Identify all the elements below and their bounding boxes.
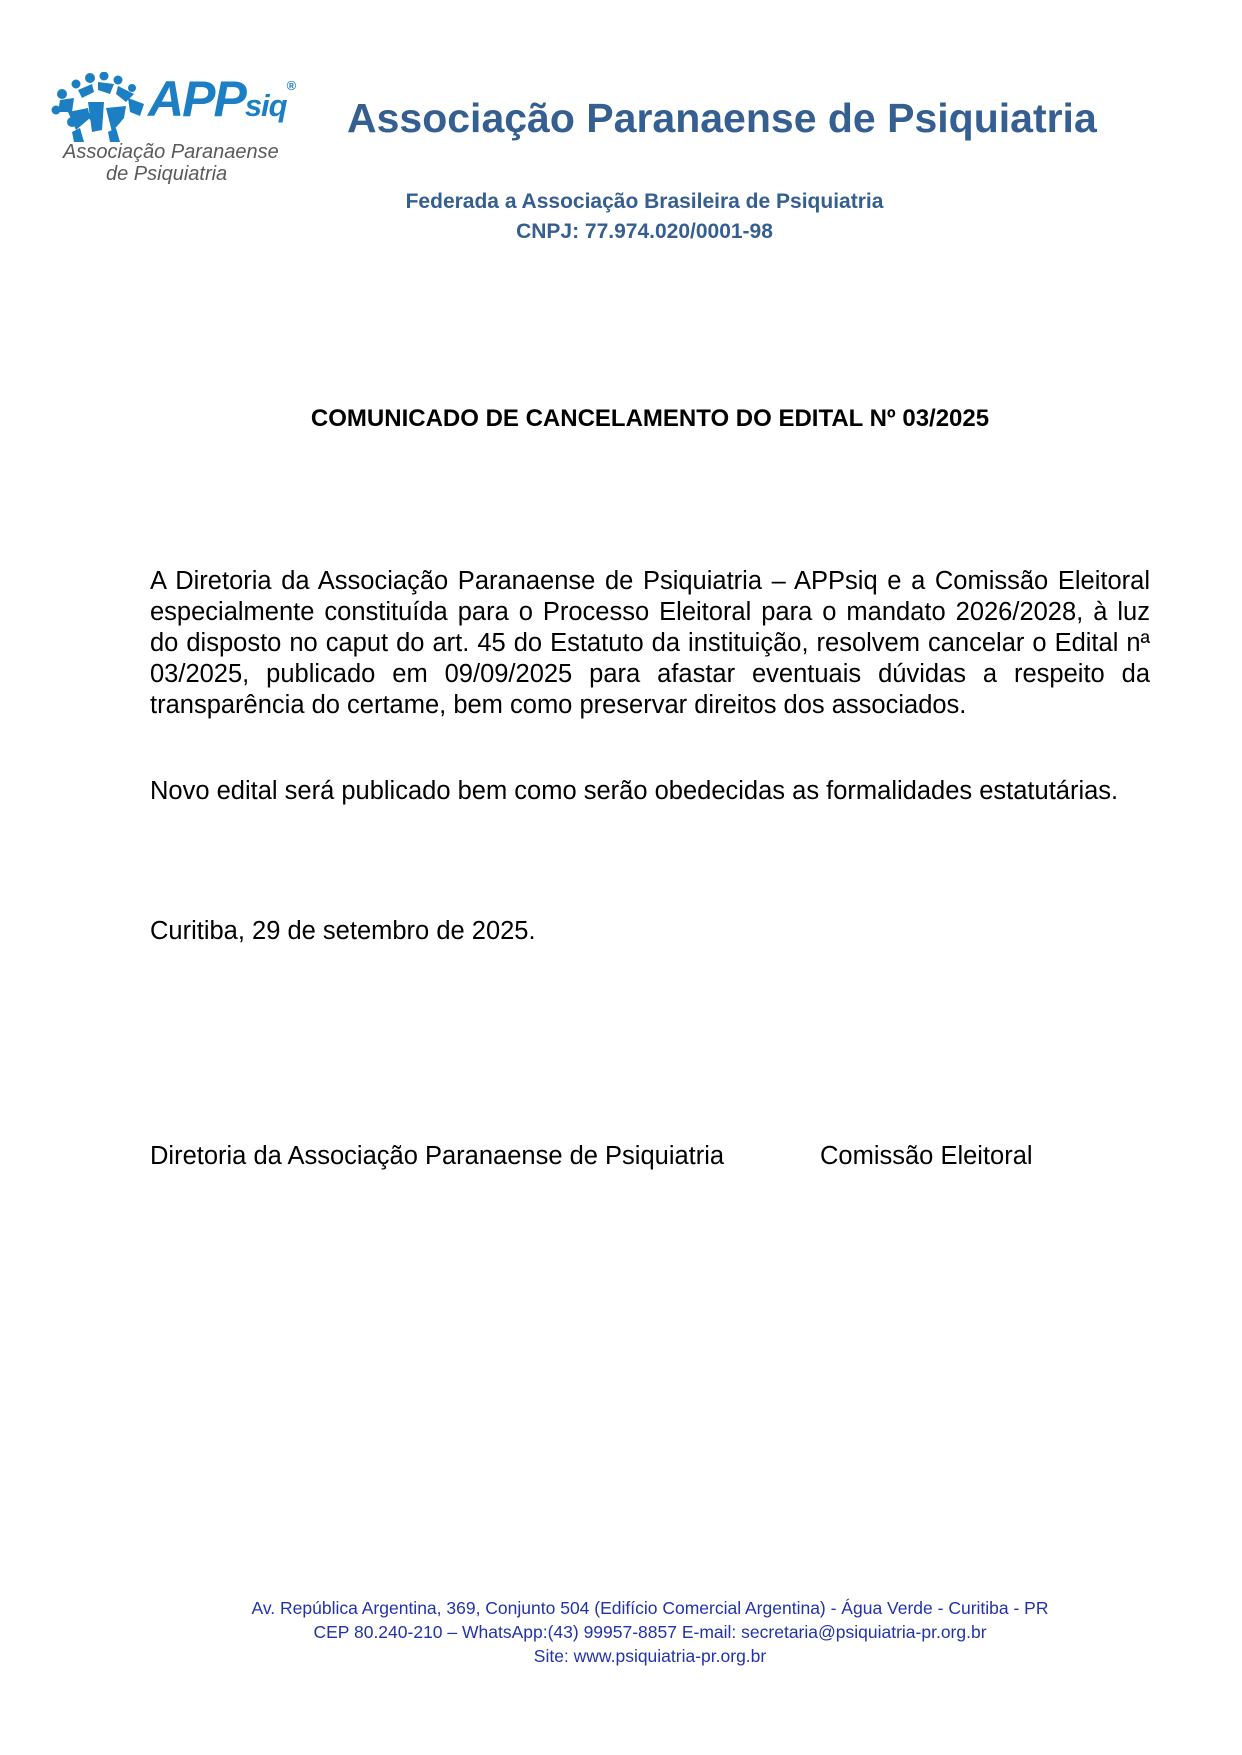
footer-contact: CEP 80.240-210 – WhatsApp:(43) 99957-8857 E-mail: secretaria@psiquiatria-pr.org.br bbox=[313, 1622, 987, 1642]
signature-board: Diretoria da Associação Paranaense de Psiquiatria bbox=[150, 1142, 725, 1170]
logo-subtitle-line2: de Psiquiatria bbox=[106, 163, 228, 185]
logo-brand-main: APP bbox=[148, 71, 245, 127]
organization-title: Associação Paranaense de Psiquiatria bbox=[347, 95, 1097, 141]
document-title: COMUNICADO DE CANCELAMENTO DO EDITAL Nº 03/2025 bbox=[310, 405, 990, 432]
people-circle-logo-icon bbox=[48, 72, 148, 144]
signature-commission: Comissão Eleitoral bbox=[820, 1142, 1033, 1170]
appsiq-logo bbox=[48, 72, 313, 190]
place-date: Curitiba, 29 de setembro de 2025. bbox=[150, 917, 536, 945]
logo-brand-suffix: siq bbox=[244, 88, 287, 123]
logo-registered-mark: ® bbox=[286, 78, 297, 93]
cnpj-line: CNPJ: 77.974.020/0001-98 bbox=[516, 220, 773, 243]
footer-site: Site: www.psiquiatria-pr.org.br bbox=[533, 1646, 767, 1666]
logo-brand-text bbox=[148, 71, 297, 127]
body-paragraph-1: A Diretoria da Associação Paranaense de Psiquiatria – APPsiq e a Comissão Eleitoral especialmente constituída para o Processo Eleitoral para o mandato 2026/2028, à luz do disposto no caput do art. 45 do Estatuto da instituição, resolvem cancelar o Edital nª 03/2025, publicado em 09/09/2025 para afastar eventuais dúvidas a respeito da transparência do certame, bem como preservar direitos dos associados. bbox=[150, 567, 1150, 719]
logo-subtitle-line1: Associação Paranaense bbox=[63, 141, 279, 163]
federation-line: Federada a Associação Brasileira de Psiquiatria bbox=[405, 190, 884, 213]
footer-address: Av. República Argentina, 369, Conjunto 504 (Edifício Comercial Argentina) - Água Verde - Curitiba - PR bbox=[251, 1598, 1049, 1618]
body-paragraph-2: Novo edital será publicado bem como serão obedecidas as formalidades estatutárias. bbox=[150, 777, 1119, 805]
